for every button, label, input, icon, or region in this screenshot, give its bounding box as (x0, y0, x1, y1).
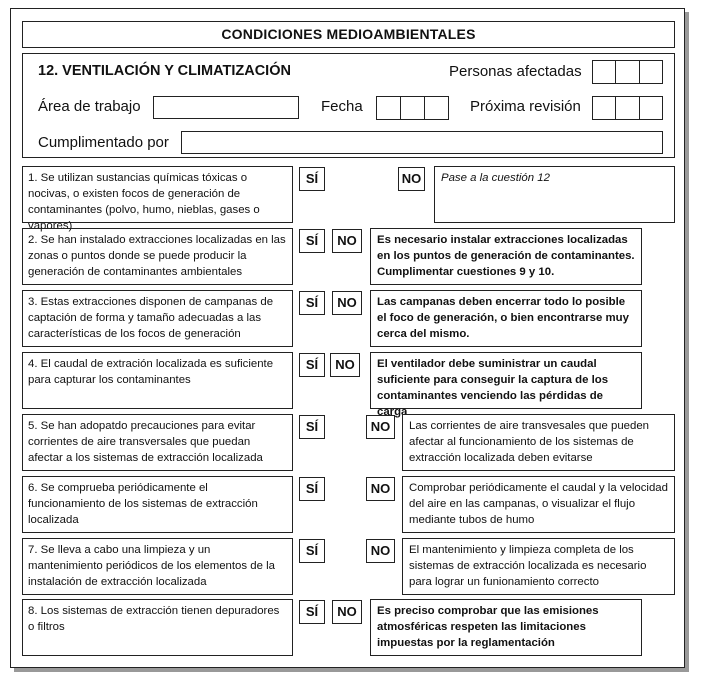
q5-yes-box[interactable]: SÍ (299, 415, 325, 439)
q8-yes-box[interactable]: SÍ (299, 600, 325, 624)
q2-no-box[interactable]: NO (332, 229, 362, 253)
fecha-input[interactable] (376, 96, 449, 120)
q7-note: El mantenimiento y limpieza completa de los sistemas de extracción localizada es necesario para lograr un funionamiento correcto (402, 538, 675, 595)
q4-note: El ventilador debe suministrar un caudal suficiente para conseguir la captura de los contaminantes venciendo las pérdidas de carga (370, 352, 642, 409)
q1-yes-box[interactable]: SÍ (299, 167, 325, 191)
question-7: 7. Se lleva a cabo una limpieza y un mantenimiento periódicos de los elementos de la instalación de extracción localizada (22, 538, 293, 595)
q5-note: Las corrientes de aire transvesales que pueden afectar al funcionamiento de los sistemas de extracción localizada deben evitarse (402, 414, 675, 471)
question-8: 8. Los sistemas de extracción tienen depuradores o filtros (22, 599, 293, 656)
q2-yes-box[interactable]: SÍ (299, 229, 325, 253)
q8-note: Es preciso comprobar que las emisiones atmosféricas respeten las limitaciones impuestas por la reglamentación (370, 599, 642, 656)
question-6: 6. Se comprueba periódicamente el funcionamiento de los sistemas de extracción localizada (22, 476, 293, 533)
form-title: CONDICIONES MEDIOAMBIENTALES (22, 21, 675, 48)
q3-note: Las campanas deben encerrar todo lo posible el foco de generación, o bien encontrarse muy cerca del mismo. (370, 290, 642, 347)
q6-no-box[interactable]: NO (366, 477, 395, 501)
revision-input[interactable] (592, 96, 663, 120)
q2-note: Es necesario instalar extracciones localizadas en los puntos de generación de contaminantes. Cumplimentar cuestiones 9 y 10. (370, 228, 642, 285)
question-1: 1. Se utilizan sustancias químicas tóxicas o nocivas, o existen focos de generación de contaminantes (polvo, humo, nieblas, gases o vapores) (22, 166, 293, 223)
area-input[interactable] (153, 96, 299, 119)
area-label: Área de trabajo (38, 98, 141, 115)
revision-label: Próxima revisión (470, 98, 581, 115)
q3-no-box[interactable]: NO (332, 291, 362, 315)
question-2: 2. Se han instalado extracciones localizadas en las zonas o puntos donde se puede producir la generación de contaminantes ambientales (22, 228, 293, 285)
q5-no-box[interactable]: NO (366, 415, 395, 439)
personas-input[interactable] (592, 60, 663, 84)
question-4: 4. El caudal de extración localizada es suficiente para capturar los contaminantes (22, 352, 293, 409)
cumplimentado-label: Cumplimentado por (38, 134, 169, 151)
q4-yes-box[interactable]: SÍ (299, 353, 325, 377)
q7-yes-box[interactable]: SÍ (299, 539, 325, 563)
q8-no-box[interactable]: NO (332, 600, 362, 624)
q7-no-box[interactable]: NO (366, 539, 395, 563)
question-3: 3. Estas extracciones disponen de campanas de captación de forma y tamaño adecuadas a las características de los focos de generación (22, 290, 293, 347)
q3-yes-box[interactable]: SÍ (299, 291, 325, 315)
q6-note: Comprobar periódicamente el caudal y la velocidad del aire en las campanas, o visualizar el flujo mediante tubos de humo (402, 476, 675, 533)
section-title: 12. VENTILACIÓN Y CLIMATIZACIÓN (38, 63, 291, 79)
q1-no-box[interactable]: NO (398, 167, 425, 191)
q6-yes-box[interactable]: SÍ (299, 477, 325, 501)
fecha-label: Fecha (321, 98, 363, 115)
q1-note: Pase a la cuestión 12 (434, 166, 675, 223)
q4-no-box[interactable]: NO (330, 353, 360, 377)
cumplimentado-input[interactable] (181, 131, 663, 154)
personas-label: Personas afectadas (449, 63, 582, 80)
question-5: 5. Se han adopatdo precauciones para evitar corrientes de aire transversales que puedan afectar a los sistemas de extracción localizada (22, 414, 293, 471)
